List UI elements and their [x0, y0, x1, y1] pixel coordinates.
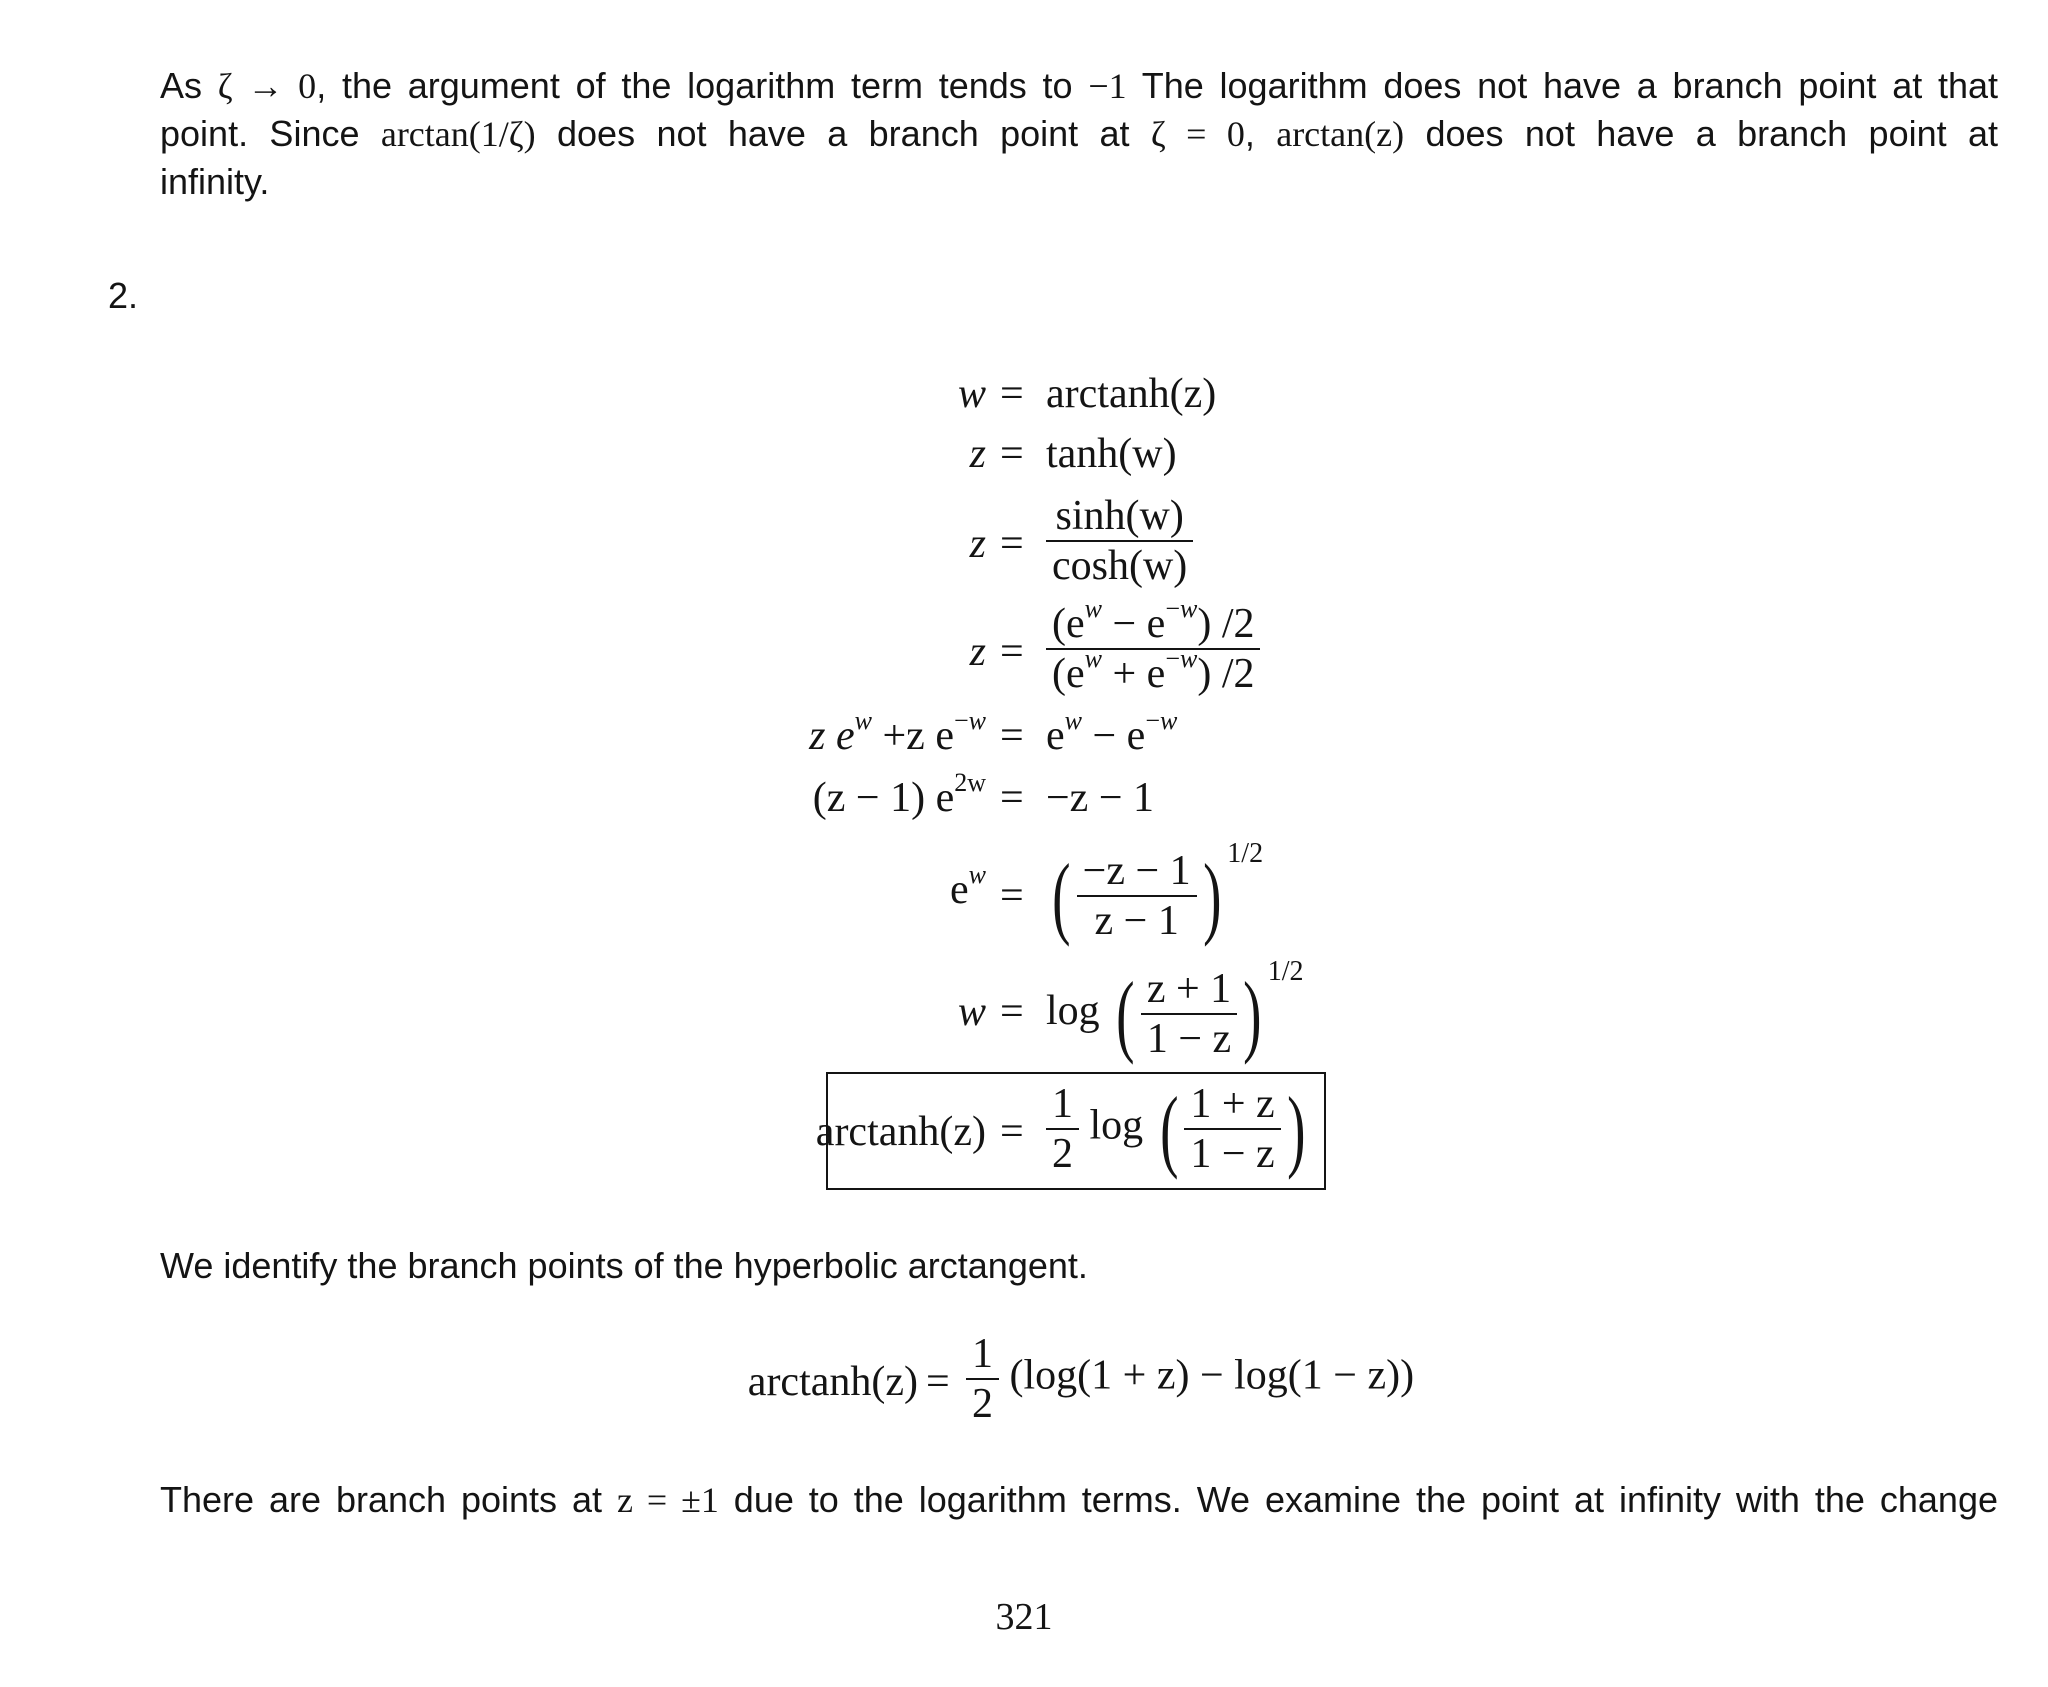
equation-2: z = tanh(w) [969, 431, 1177, 477]
equation-6: (z − 1) $e^{2w}$ = −z − 1 [812, 768, 1155, 821]
fraction-denominator: cosh(w) [1046, 540, 1193, 590]
right-paren: ) [1202, 845, 1222, 948]
fraction-numerator: sinh(w) [1055, 493, 1184, 539]
equation-3: z = $\frac{\sinh(w)}{\cosh(w)}$ [0, 492, 2048, 592]
paragraph-1-line-3: infinity. [160, 161, 270, 202]
paragraph-1-line-2: point. Since arctan(1/ζ) does not have a branch point at ζ = 0, arctan(z) does not have a branch point at [160, 113, 1998, 154]
left-paren: ( [1052, 845, 1071, 948]
equation-8: w = log ( $\frac{z + 1}{1 - z}$ ) $^{1/2}$ [957, 956, 1304, 1066]
paragraph-3: There are branch points at z = ±1 due to the logarithm terms. We examine the point at infinity with the change [160, 1479, 1998, 1520]
equation-10: arctanh(z) = $\frac{1}{2}$ (log(1 + z) − log(1 − z)) [747, 1331, 1415, 1427]
paragraph-2: We identify the branch points of the hyperbolic arctangent. [160, 1245, 1088, 1286]
equation-9: arctanh(z) = $\frac{1}{2}$ log ( $\frac{1 + z}{1 - z}$ ) [815, 1078, 1306, 1180]
equation-4: z = $\frac{(e^w - e^{-w}) /2}{(e^w + e^{-w}) /2}$ [0, 600, 2048, 700]
equation-7: $e^w$ = ( $\frac{-z - 1}{z - 1}$ ) $^{1/2}$ [950, 838, 1264, 948]
equation-5: z $e^w +z$ $e^{-w}$ = $e^w - e^{-w}$ [809, 706, 1178, 759]
item-label: 2. [108, 275, 139, 316]
page-number: 321 [995, 1596, 1053, 1638]
paragraph-1-line-1: As ζ → 0, the argument of the logarithm term tends to −1 The logarithm does not have a branch point at that [160, 65, 1999, 106]
equation-1: w = arctanh(z) [957, 371, 1217, 417]
